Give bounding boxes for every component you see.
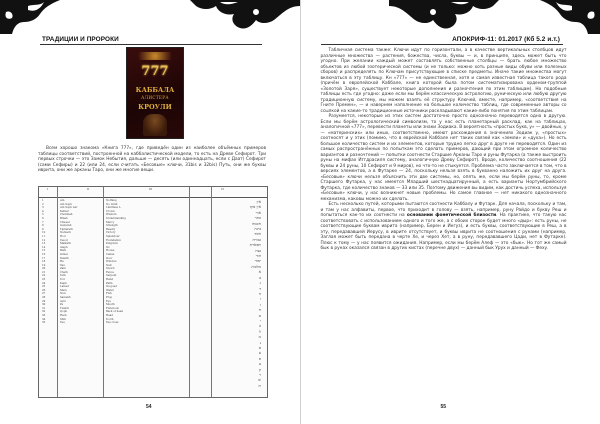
- table-header-row: [39, 187, 267, 198]
- left-header-rule: [40, 44, 262, 45]
- left-body-text: [38, 146, 266, 174]
- table-column-hebrew: אין אין סוף אור כתר חכמה בינה חסד גבורה תפארת נצח הוד יסוד מלכות א ב ג ד ה ו ז ח ט י כ ל מ נ ס ע פ צ ק ר ש ת: [249, 199, 261, 388]
- table-column-meanings: Nothing No Limit Limitless L. Crown Wisdom Understanding Mercy Strength Beauty Victory Splendour Foundation Kingdom Ox House Camel Door Window Nail Sword Fence Serpent Hand Palm Ox-goad Water Fish Prop Eye Mouth Fish-hook Back of head Head Tooth Tau cross: [106, 199, 126, 325]
- bold-phrase: основании фонетической близости: [406, 213, 497, 218]
- table-header-cell: I: [47, 188, 49, 191]
- right-paragraph-2: Разумеется, некоторые из этих систем достаточно просто однозначно переводятся одна в другую. Если мы берём астрологический символизм, то у нас есть планетарный расклад, как на таблицах, аналогичной «777», перевести планеты или знаки Зодиака. В вероятность «простых букв, у» — двойных, у — «материнских» или иных, соответственно, имеют расхождения в значениях Зодиак у, «простых» соотносят и у этих (помимо, что в еврейской Каббале нет таких связей как «земли» и «духа»). Но есть большое количество систем и их элементов, которые трудно легко друг в друге не переводятся. Один из самых распространённых по попыткам это сделать примеров, дающий при этом огромное количество вариантов и разночтений — попытки соотнести Старшие Арканы Таро и руны Футарка (а также выстроить руны на мифах Иггдрасиля систему, аналогичную Древу Сефирот). Вроде, количество соотношения (22 буквы и 24 руны, 10 Сефирот и 9 миров), но что-то не стыкуется. Проблема часто заключается в том, что в версиях элементов, а в Футарке — 24, поскольку нельзя взять в букванно наложить их друг на друга. «Бесовые» ключи нельзя объяснить эти две системы, но, опять же, если мы берём руны, то, кроме Старшего Футарка, у нас имеется Младший шестнадцатирунный, а есть варианты Нортумбрийского Футарка, где количество знаков — 33 или 35. Поэтому движения вы видим, как достичь успеха, используя «Бесовые» ключи, у нас возникнет новые проблемы. Но самое главное — нет никакого однозначного механизма, каковы можно их сделать.: [320, 114, 567, 202]
- cover-number: 777: [141, 64, 169, 79]
- table-header-cell: III: [149, 188, 153, 191]
- right-body-text: [321, 48, 567, 252]
- ornament-top-left: [0, 0, 60, 34]
- cover-title-line2: АЛИСТЕРА: [141, 95, 169, 100]
- left-paragraph: Всем хорошо знакома «Книга 777», где приведён один из наиболее объёмных примеров таблицы соответствий, построенной на каббалистической модели, то есть на Древе Сефирот. Три первых строчки — это Замок Небытия, дальше — десять (или одиннадцать, если с Даат) Сефирот (сами Сефиры) и 22 (или 24, если считать «Бесовые» ключи, 31bis и 32bis) Путь, они же буквы иврита, они же арканы Таро, они же многие вещи.: [38, 146, 266, 173]
- cover-glow: [131, 52, 179, 60]
- table-column-divider: [189, 187, 190, 397]
- table-header-cell: II: [87, 188, 90, 191]
- table-column-divider: [103, 187, 104, 397]
- right-page-number: 55: [440, 404, 447, 410]
- right-header-rule: [321, 44, 563, 45]
- ornament-top-right: [540, 0, 600, 34]
- right-paragraph-1: Табличная система также: Ключи идут по горизонтали, а в качестве вертикальных столбцов идут различные множества — растения, божества, числа, буквы — и, в принципе, здесь может быть что угодно. При желании каждый может составлять собственные столбцы — брать любое множество объектов из любой эзотерической системы (и не только: можно хоть разные виды обуви или полезных сборов) и распределять по Ключам присутствующие в списке предметы. Иначе такие множества могут включаться в эту таблицу. Кн «777» — не единственная, хотя и самая известная таблица такого рода (причём в европейской Каббале, книга которой была потом систематизирована орденом-группой «Золотой Заря», существует некоторые дополнения и разночтения по этим таблицам). Но подобные таблицы есть где угодно: даже если мы берём классическую астрологию, руническую или любую другую традиционную систему, мы можем взаять её структуру Ключей, вместе, например, «соответствия на Гните Премен», — и навернем наполнение на большое количество таблиц, где современные авторы со ссылкой на какие-то традиционные источники раскладывают какие-либо понятия по этим таблицам.: [320, 48, 567, 114]
- table-header-cell: VI: [221, 188, 224, 191]
- right-paragraph-3: Есть несколько путей, которыми пытаются соотнести Каббалу и Футарк. Для начала, поскольку и там, и там у нас алфавиты, первое, что приходит в голову — взять, например, руну Райдо и букву Реш и попытаться как-то их соотнести на основании фонетической близости. На практике, что такую нас соответствовать с использованием одного и того же, а с обоих сторон будет много «дыр»: есть руны, не соответствующие буквам иврита (например, Берен и Ингуз), и есть буквы, соответствующие в Реш, а в эту, передававшей Иерусу, в иврите отсутствует, и буквы иврита не соотношения с рунами (например, Заглая может быть передана в черте Хе, и через Хет, а в руну, передававшего Цади, нет в Футарке). Плюс к тому — у нас появится ожидания. Например, если мы берём Алеф — это «бык». Но тот же самый бык в рунах оказался связан в других кистах (перечне двух) — данный бык Урух и данный — Феху.: [320, 202, 567, 251]
- table-column-divider: [57, 187, 58, 397]
- table-column-divider: [211, 187, 212, 397]
- ornament-top-center-right: [389, 0, 499, 32]
- ornament-top-center-left: [190, 0, 300, 32]
- correspondence-table-image: [38, 186, 268, 398]
- cover-title-line1: КАББАЛА: [135, 86, 175, 94]
- left-page-header: ТРАДИЦИИ И ПРОРОКИ: [42, 36, 119, 43]
- cover-title-line3: КРОУЛИ: [138, 103, 172, 111]
- table-column-numbers: 1 2 3 4 5 6 7 8 9 10 11 12 13 14 15 16 17 18 19 20 21 22 23 24 25 26 27 28 29 30 31 32 33 34 35: [42, 199, 46, 325]
- right-page: [301, 0, 600, 424]
- cover-figure: [143, 114, 167, 136]
- book-cover-image: [126, 47, 184, 139]
- left-page-number: 54: [146, 404, 152, 410]
- right-page-header: АПОКРИФ-11: 01.2017 (Кб 5.2 и.т.): [452, 36, 560, 43]
- table-column-names: Ain Ain Soph Ain Soph Aur Kether Chokmah Binah Chesed Geburah Tiphareth Netzach Hod Yesod Malkuth Aleph Beth Gimel Daleth He Vau Zain Cheth Teth Yod Kaph Lamed Mem Nun Samekh Ayin Pe Tzaddi Qoph Resh Shin Tau: [60, 199, 78, 325]
